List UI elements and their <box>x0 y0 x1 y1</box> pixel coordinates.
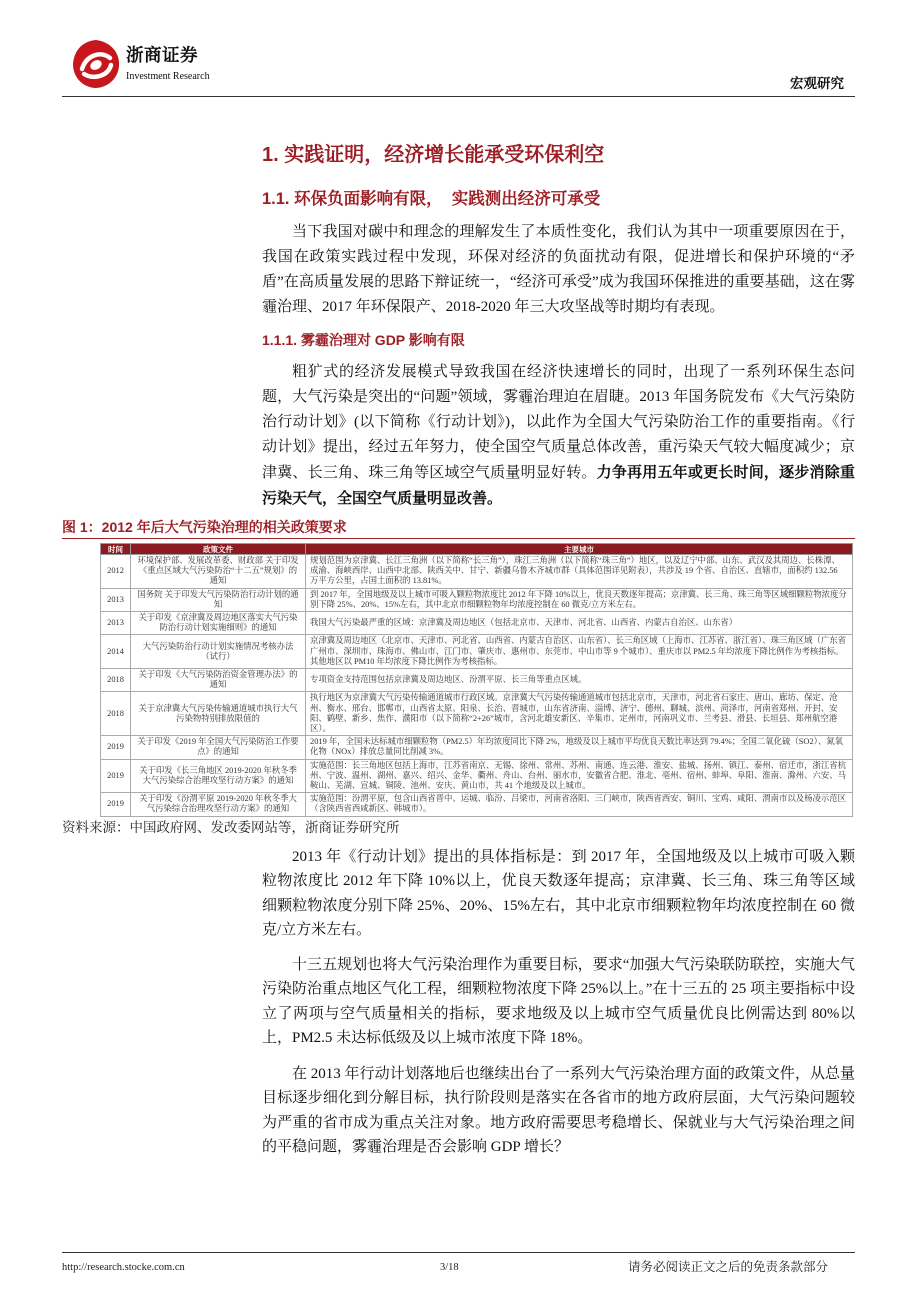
table-row <box>101 588 853 611</box>
table-cell-year: 2019 <box>101 736 131 759</box>
table-cell-policy: 国务院 关于印发大气污染防治行动计划的通知 <box>131 588 306 611</box>
table-cell-content: 规划范围为京津冀、长江三角洲（以下简称“长三角”），珠江三角洲（以下简称“珠三角”）地区，以及辽宁中部、山东、武汉及其周边、长株潭、成渝、海峡西岸、山西中北部、陕西关中、甘宁、新疆乌鲁木齐城市群（具体范围详见附表），共涉及 19 个省、自治区、直辖市，面积约 132.56 万平方公里，占国土面积的 13.81%。 <box>306 555 853 589</box>
paragraph-intro: 当下我国对碳中和理念的理解发生了本质性变化，我们认为其中一项重要原因在于，我国在政策实践过程中发现，环保对经济的负面扰动有限，促进增长和保护环境的“矛盾”在高质量发展的思路下辩证统一，“经济可承受”成为我国环保推进的重要基础，这在雾霾治理、2017 年环保限产、2018-2020 年三大攻坚战等时期均有表现。 <box>262 224 855 315</box>
table-cell-content: 我国大气污染最严重的区域：京津冀及周边地区（包括北京市、天津市、河北省、山西省、内蒙古自治区、山东省） <box>306 612 853 635</box>
page-number: 3/18 <box>440 1262 459 1273</box>
figure-caption: 图 1：2012 年后大气污染治理的相关政策要求 <box>62 519 855 539</box>
paragraph-targets: 2013 年《行动计划》提出的具体指标是：到 2017 年，全国地级及以上城市可吸入颗粒物浓度比 2012 年下降 10%以上，优良天数逐年提高；京津冀、长三角、珠三角等区域细颗粒物浓度分别下降 25%、20%、15%左右，其中北京市细颗粒物年均浓度控制在 60 微克/立方米左右。 <box>262 849 855 939</box>
table-row <box>101 692 853 736</box>
policy-table <box>100 543 853 817</box>
subsection-heading: 1.1. 环保负面影响有限， 实践测出经济可承受 <box>262 190 601 208</box>
table-cell-policy: 关于印发《京津冀及周边地区落实大气污染防治行动计划实施细则》的通知 <box>131 612 306 635</box>
table-cell-content: 实施范围：长三角地区包括上海市，江苏省南京、无锡、徐州、常州、苏州、南通、连云港、淮安、盐城、扬州、镇江、泰州、宿迁市，浙江省杭州、宁波、温州、湖州、嘉兴、绍兴、金华、衢州、舟山、台州、丽水市，安徽省合肥、淮北、亳州、宿州、蚌埠、阜阳、淮南、滁州、六安、马鞍山、芜湖、宣城、铜陵、池州、安庆、黄山市，共 41 个地级及以上城市。 <box>306 759 853 793</box>
table-row <box>101 555 853 589</box>
table-cell-year: 2013 <box>101 588 131 611</box>
table-cell-year: 2012 <box>101 555 131 589</box>
footer-website-link[interactable]: http://research.stocke.com.cn <box>62 1262 185 1273</box>
table-cell-policy: 关于京津冀大气污染传输通道城市执行大气污染物特别排放限值的 <box>131 692 306 736</box>
paragraph-five-year-plan: 十三五规划也将大气污染治理作为重要目标，要求“加强大气污染联防联控，实施大气污染防治重点地区气化工程，细颗粒物浓度下降 25%以上。”在十三五的 25 项主要指标中设立了两项与空气质量相关的指标，要求地级及以上城市空气质量优良比例需达到 80%以上，PM2.5 未达标低级及以上城市浓度下降 18%。 <box>262 957 855 1047</box>
table-header-row <box>101 544 853 555</box>
table-cell-policy: 大气污染防治行动计划实施情况考核办法（试行） <box>131 635 306 669</box>
table-cell-content: 2019 年，全国未达标城市细颗粒物（PM2.5）年均浓度同比下降 2%，地级及以上城市平均优良天数比率达到 79.4%；全国二氧化硫（SO2）、氮氧化物（NOx）排放总量同比削减 3%。 <box>306 736 853 759</box>
table-row <box>101 793 853 816</box>
table-cell-policy: 关于印发《长三角地区 2019-2020 年秋冬季大气污染综合治理攻坚行动方案》的通知 <box>131 759 306 793</box>
brand-name-en: Investment Research <box>126 71 210 82</box>
table-cell-policy: 关于印发《大气污染防治资金管理办法》的通知 <box>131 669 306 692</box>
figure-policy-table <box>62 519 855 836</box>
table-cell-year: 2018 <box>101 692 131 736</box>
paragraph-local-policy: 在 2013 年行动计划落地后也继续出台了一系列大气污染治理方面的政策文件，从总量目标逐步细化到分解目标，执行阶段则是落实在各省市的地方政府层面，大气污染问题较为严重的省市成为重点关注对象。地方政府需要思考稳增长、保就业与大气污染治理之间的平稳问题，雾霾治理是否会影响 GDP 增长？ <box>262 1066 855 1156</box>
table-cell-content: 执行地区为京津冀大气污染传输通道城市行政区域。京津冀大气污染传输通道城市包括北京市，天津市，河北省石家庄、唐山、廊坊、保定、沧州、衡水、邢台、邯郸市，山西省太原、阳泉、长治、晋城市，山东省济南、淄博、济宁、德州、聊城、滨州、菏泽市，河南省郑州、开封、安阳、鹤壁、新乡、焦作、濮阳市（以下简称“2+26”城市，含河北雄安新区、辛集市、定州市，河南巩义市、兰考县、滑县、长垣县、郑州航空港区）。 <box>306 692 853 736</box>
table-cell-content: 到 2017 年，全国地级及以上城市可吸入颗粒物浓度比 2012 年下降 10%以上，优良天数逐年提高；京津冀、长三角、珠三角等区域细颗粒物浓度分别下降 25%、20%、15%左右，其中北京市细颗粒物年均浓度控制在 60 微克/立方米左右。 <box>306 588 853 611</box>
table-cell-year: 2018 <box>101 669 131 692</box>
table-cell-year: 2013 <box>101 612 131 635</box>
footer-divider <box>62 1252 855 1253</box>
company-logo-icon <box>70 38 122 90</box>
table-cell-year: 2019 <box>101 759 131 793</box>
table-cell-year: 2019 <box>101 793 131 816</box>
footer-disclaimer: 请务必阅读正文之后的免责条款部分 <box>628 1260 829 1274</box>
section-heading: 1. 实践证明，经济增长能承受环保利空 <box>262 144 605 166</box>
table-row <box>101 612 853 635</box>
table-cell-year: 2014 <box>101 635 131 669</box>
report-type-label: 宏观研究 <box>790 76 844 91</box>
table-row <box>101 669 853 692</box>
paragraph-action-plan <box>262 360 855 512</box>
table-header-content: 主要城市 <box>306 544 853 555</box>
table-row <box>101 759 853 793</box>
figure-source: 资料来源：中国政府网、发改委网站等，浙商证券研究所 <box>62 819 400 835</box>
header-divider <box>62 96 855 97</box>
table-cell-policy: 环境保护部、发展改革委、财政部 关于印发《重点区域大气污染防治“十二五”规划》的通知 <box>131 555 306 589</box>
table-cell-content: 专项资金支持范围包括京津冀及周边地区、汾渭平原、长三角等重点区域。 <box>306 669 853 692</box>
paragraph-bold-text: 力争再用五年或更长时间，逐步消除重污染天气，全国空气质量明显改善。 <box>262 464 855 507</box>
paragraph-text: 粗犷式的经济发展模式导致我国在经济快速增长的同时，出现了一系列环保生态问题，大气污染是突出的“问题”领域，雾霾治理迫在眉睫。2013 年国务院发布《大气污染防治行动计划》(以下简称《行动计划》)，以此作为全国大气污染防治工作的重要指南。《行动计划》提出，经过五年努力，使全国空气质量总体改善，重污染天气较大幅度减少；京津冀、长三角、珠三角等区域空气质量明显好转。 <box>262 364 855 481</box>
table-cell-policy: 关于印发《2019 年全国大气污染防治工作要点》的通知 <box>131 736 306 759</box>
table-cell-content: 京津冀及周边地区（北京市、天津市、河北省、山西省、内蒙古自治区、山东省）、长三角区域（上海市、江苏省、浙江省）、珠三角区域（广东省广州市、深圳市、珠海市、佛山市、江门市、肇庆市、惠州市、东莞市、中山市等 9 个城市）、重庆市以 PM2.5 年均浓度下降比例作为考核指标。其他地区以 PM10 年均浓度下降比例作为考核指标。 <box>306 635 853 669</box>
table-cell-policy: 关于印发《汾渭平原 2019-2020 年秋冬季大气污染综合治理攻坚行动方案》的通知 <box>131 793 306 816</box>
table-header-year: 时间 <box>101 544 131 555</box>
table-header-policy: 政策文件 <box>131 544 306 555</box>
table-cell-content: 实施范围：汾渭平原，包含山西省晋中、运城、临汾、吕梁市，河南省洛阳、三门峡市，陕西省西安、铜川、宝鸡、咸阳、渭南市以及杨凌示范区（含陕西省西咸新区、韩城市）。 <box>306 793 853 816</box>
brand-name-cn: 浙商证券 <box>126 45 198 65</box>
table-row <box>101 635 853 669</box>
table-row <box>101 736 853 759</box>
sub-subsection-heading: 1.1.1. 雾霾治理对 GDP 影响有限 <box>262 332 465 348</box>
